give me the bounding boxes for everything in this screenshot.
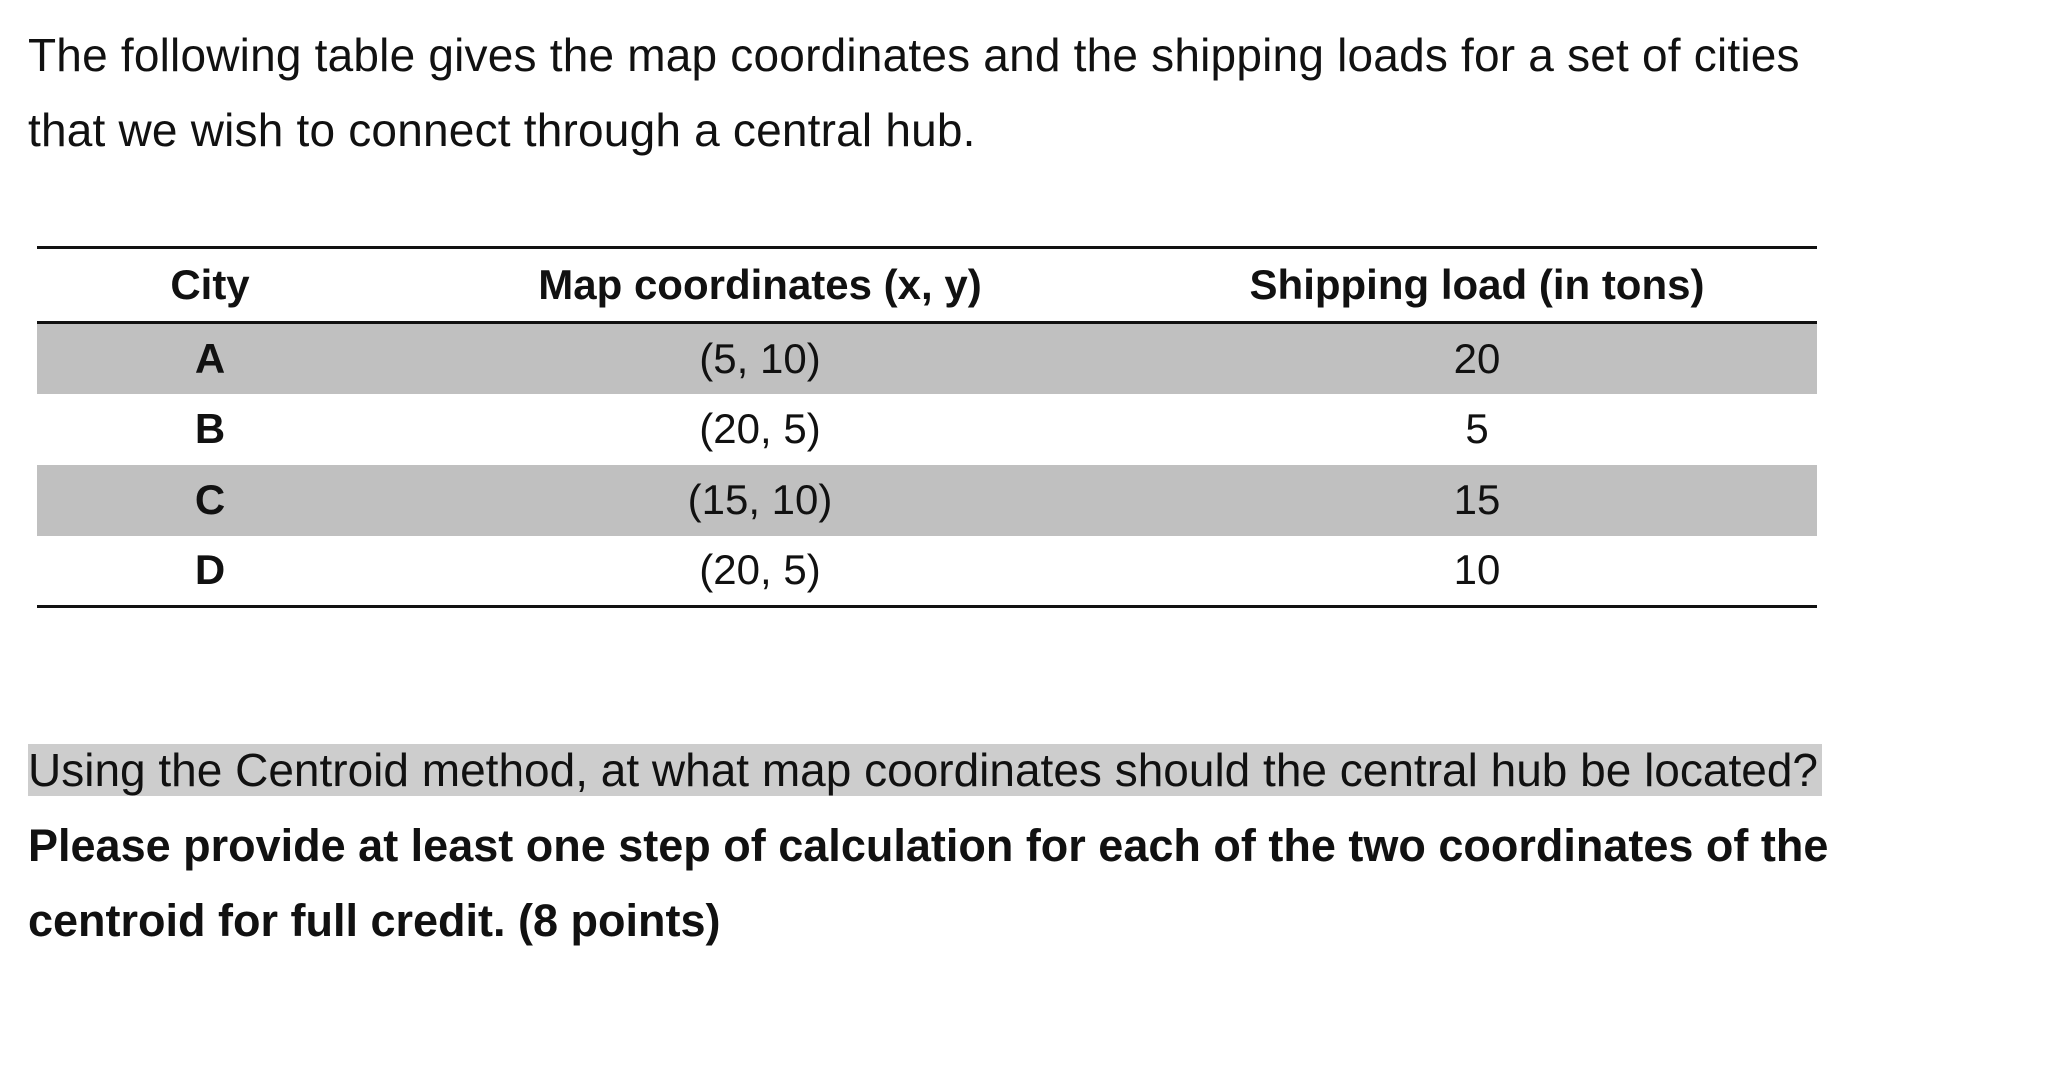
intro-paragraph: [28, 18, 2008, 168]
table-row: [37, 536, 1817, 607]
city-cell: D: [37, 536, 383, 607]
question-text: Using the Centroid method, at what map coordinates should the central hub be located?: [28, 744, 1822, 796]
table-header-row: [37, 248, 1817, 323]
city-cell: C: [194, 476, 226, 523]
instruction-paragraph: [28, 808, 2008, 958]
table-row: [37, 394, 1817, 465]
question-paragraph: [28, 733, 1822, 808]
coords-cell: (20, 5): [699, 405, 821, 452]
coords-cell: (5, 10): [699, 334, 821, 382]
city-shipping-table: [37, 246, 1817, 608]
header-map-coordinates: Map coordinates (x, y): [383, 248, 1137, 323]
header-shipping-load: Shipping load (in tons): [1137, 248, 1817, 323]
coords-cell: (15, 10): [687, 476, 833, 523]
intro-line-2: that we wish to connect through a central hub.: [28, 104, 976, 156]
city-cell: B: [194, 405, 226, 452]
load-cell: 10: [1137, 536, 1817, 607]
city-cell: A: [194, 334, 226, 382]
table-row: [37, 465, 1817, 536]
coords-cell: (20, 5): [383, 536, 1137, 607]
load-cell: 15: [1453, 476, 1501, 523]
table-row: [37, 323, 1817, 394]
header-city: City: [37, 248, 383, 323]
load-cell: 5: [1465, 405, 1489, 452]
load-cell: 20: [1453, 334, 1501, 382]
intro-line-1: The following table gives the map coordinates and the shipping loads for a set of cities: [28, 29, 1800, 81]
instruction-line-1: Please provide at least one step of calculation for each of the two coordinates of the: [28, 820, 1829, 871]
instruction-line-2: centroid for full credit. (8 points): [28, 895, 721, 946]
